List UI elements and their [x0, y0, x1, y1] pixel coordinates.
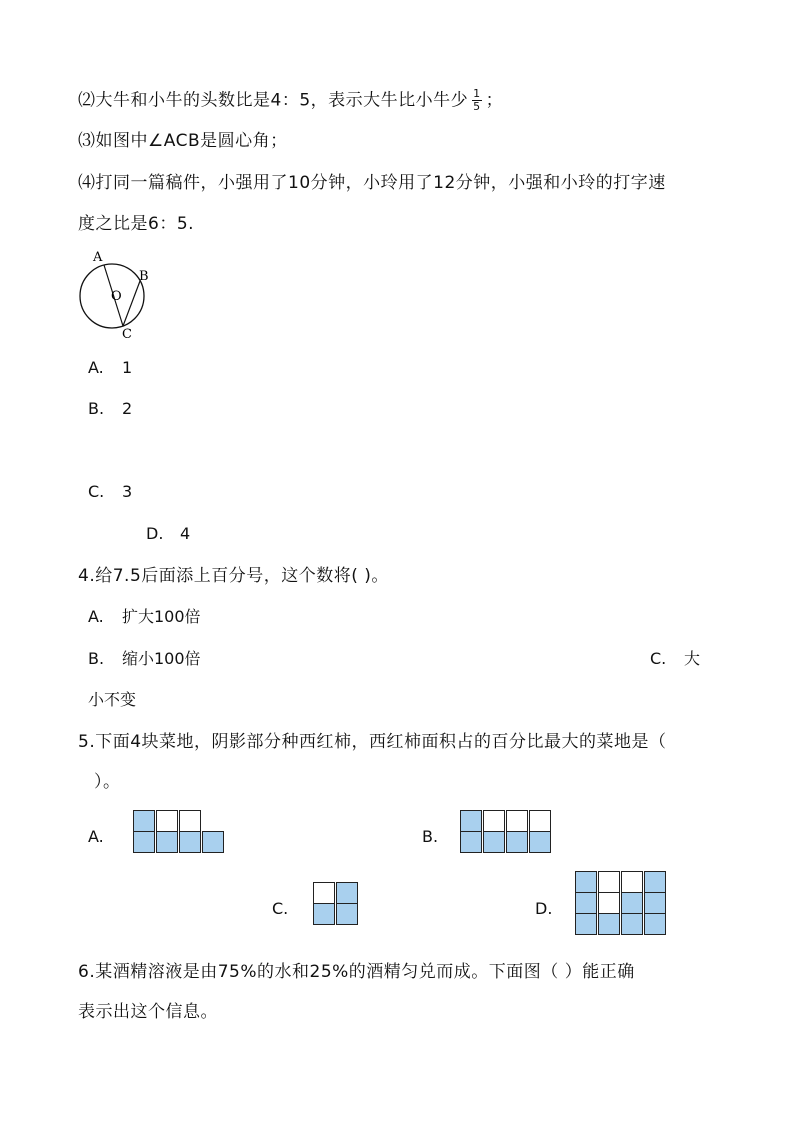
shaded-cell	[156, 831, 178, 853]
q3-option-c[interactable]	[88, 481, 132, 503]
q4-option-c-wrap: 小不变	[88, 690, 137, 709]
option-value: 3	[122, 482, 133, 501]
unshaded-cell	[179, 810, 201, 832]
shaded-cell	[179, 831, 201, 853]
shaded-cell	[460, 831, 482, 853]
statement-text: ⑵大牛和小牛的头数比是4：5，表示大牛比小牛少	[78, 90, 469, 111]
shaded-cell	[644, 913, 666, 935]
unshaded-cell	[621, 871, 643, 893]
shaded-cell	[133, 831, 155, 853]
shaded-cell	[575, 871, 597, 893]
unshaded-cell	[598, 871, 620, 893]
q5-grid-b[interactable]	[460, 810, 552, 852]
shaded-cell	[644, 892, 666, 914]
shaded-cell	[336, 903, 358, 925]
shaded-cell	[460, 810, 482, 832]
q3-statement-4-cont: 度之比是6：5.	[78, 214, 195, 234]
q5-grid-d[interactable]	[575, 871, 667, 934]
q4-stem: 4.给7.5后面添上百分号，这个数将( )。	[78, 566, 389, 586]
shaded-cell	[644, 871, 666, 893]
shaded-cell	[529, 831, 551, 853]
q4-option-b[interactable]	[88, 648, 201, 670]
option-value: 缩小100倍	[122, 649, 201, 668]
circle-figure	[72, 248, 162, 340]
option-label: D.	[146, 524, 164, 543]
shaded-cell	[336, 882, 358, 904]
shaded-cell	[202, 831, 224, 853]
unshaded-cell	[483, 810, 505, 832]
fraction-denominator: 5	[473, 100, 481, 113]
option-label: A.	[88, 607, 104, 626]
q3-option-a[interactable]	[88, 357, 132, 379]
q5-stem: 5.下面4块菜地，阴影部分种西红柿，西红柿面积占的百分比最大的菜地是（	[78, 732, 667, 752]
option-value: 大	[684, 649, 701, 668]
option-value: 1	[122, 358, 133, 377]
q4-option-c[interactable]	[650, 648, 700, 670]
shaded-cell	[506, 831, 528, 853]
option-label: C.	[650, 649, 667, 668]
q5-option-d-label[interactable]: D.	[535, 899, 553, 918]
q3-statement-2	[78, 88, 503, 113]
shaded-cell	[133, 810, 155, 832]
shaded-cell	[621, 892, 643, 914]
q6-stem-cont: 表示出这个信息。	[78, 1002, 218, 1022]
fraction-one-fifth	[472, 88, 482, 113]
unshaded-cell	[529, 810, 551, 832]
segment-bc	[123, 281, 140, 326]
q3-option-b[interactable]	[88, 398, 132, 420]
q3-option-d[interactable]	[146, 523, 190, 545]
shaded-cell	[621, 913, 643, 935]
statement-suffix: ；	[485, 90, 504, 111]
q4-option-a[interactable]	[88, 606, 201, 628]
shaded-cell	[598, 913, 620, 935]
label-b: B	[139, 269, 149, 284]
option-label: B.	[88, 649, 105, 668]
q5-option-c-label[interactable]: C.	[272, 899, 289, 918]
label-c: C	[122, 327, 132, 340]
fraction-numerator: 1	[473, 87, 481, 100]
q6-stem: 6.某酒精溶液是由75%的水和25%的酒精匀兑而成。下面图（ ）能正确	[78, 962, 635, 982]
unshaded-cell	[598, 892, 620, 914]
unshaded-cell	[313, 882, 335, 904]
q5-option-b-label[interactable]: B.	[422, 827, 439, 846]
shaded-cell	[313, 903, 335, 925]
option-label: C.	[88, 482, 105, 501]
shaded-cell	[575, 913, 597, 935]
q5-grid-a[interactable]	[133, 810, 225, 852]
q5-grid-c[interactable]	[313, 882, 359, 924]
q5-stem-cont: ）。	[94, 772, 121, 792]
option-value: 2	[122, 399, 133, 418]
q3-statement-3: ⑶如图中∠ACB是圆心角；	[78, 131, 288, 151]
label-o: O	[111, 289, 122, 304]
shaded-cell	[483, 831, 505, 853]
unshaded-cell	[506, 810, 528, 832]
shaded-cell	[575, 892, 597, 914]
unshaded-cell	[156, 810, 178, 832]
option-value: 扩大100倍	[122, 607, 201, 626]
label-a: A	[93, 250, 103, 265]
blank-space	[202, 810, 224, 832]
option-label: B.	[88, 399, 105, 418]
q5-option-a-label[interactable]: A.	[88, 827, 104, 846]
q3-statement-4: ⑷打同一篇稿件，小强用了10分钟，小玲用了12分钟，小强和小玲的打字速	[78, 173, 666, 193]
option-value: 4	[180, 524, 191, 543]
option-label: A.	[88, 358, 104, 377]
